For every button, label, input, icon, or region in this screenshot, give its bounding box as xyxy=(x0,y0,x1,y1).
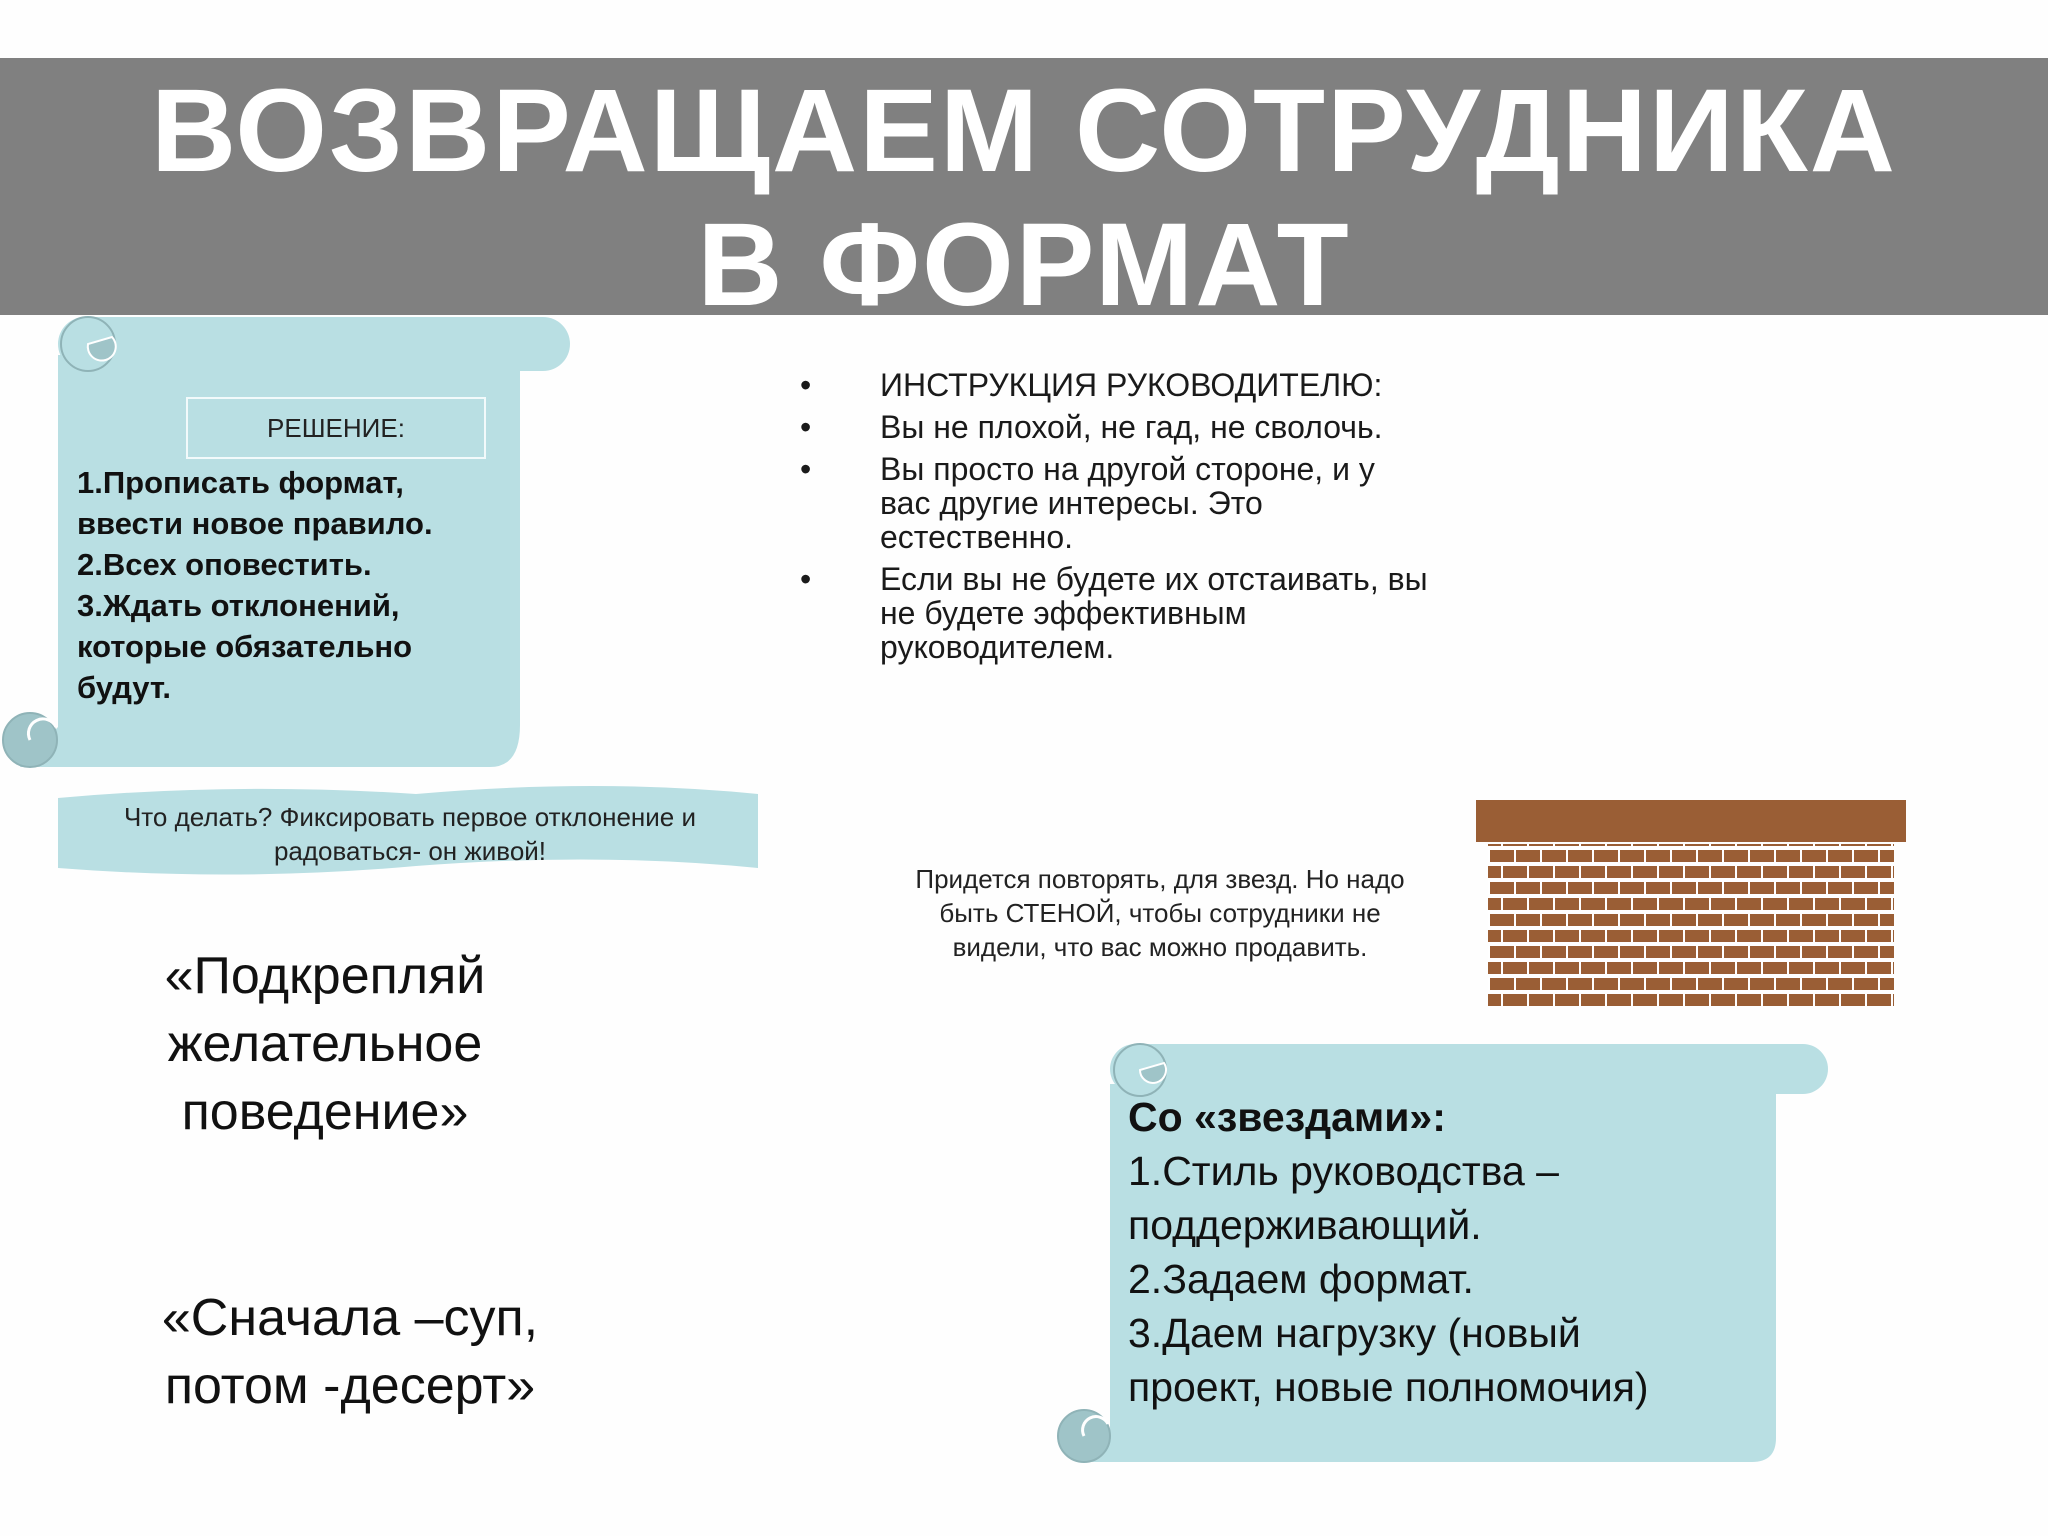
solution-text xyxy=(77,462,497,708)
instruction-item: • Вы просто на другой стороне, и у вас другие интересы. Это естественно. xyxy=(800,451,1375,555)
title-line-2: В ФОРМАТ xyxy=(697,199,1351,331)
solution-line: 2.Всех оповестить. xyxy=(77,547,372,582)
quote-reinforce xyxy=(100,942,550,1146)
stars-title: Со «звездами»: xyxy=(1128,1094,1446,1140)
ribbon-text xyxy=(70,800,750,868)
stars-line: поддерживающий. xyxy=(1128,1202,1482,1248)
quote-line: поведение» xyxy=(181,1083,469,1141)
quote-line: «Подкрепляй xyxy=(164,947,486,1005)
quote-line: потом -десерт» xyxy=(164,1357,536,1415)
ribbon-line-1: Что делать? Фиксировать первое отклонение и xyxy=(123,802,697,832)
instruction-item: • Вы не плохой, не гад, не сволочь. xyxy=(800,409,1383,445)
quote-soup-dessert xyxy=(110,1284,590,1420)
wall-caption-line: быть СТЕНОЙ, чтобы сотрудники не xyxy=(939,898,1381,928)
instruction-item: • Если вы не будете их отстаивать, вы не будете эффективным руководителем. xyxy=(800,561,1428,665)
stars-line: 1.Стиль руководства – xyxy=(1128,1148,1559,1194)
instruction-list xyxy=(800,368,1700,672)
solution-line: ввести новое правило. xyxy=(77,506,433,541)
solution-line: которые обязательно xyxy=(77,629,413,664)
stars-line: 3.Даем нагрузку (новый xyxy=(1128,1310,1581,1356)
stars-line: проект, новые полномочия) xyxy=(1128,1364,1649,1410)
bullet-icon: • xyxy=(800,451,812,487)
quote-line: «Сначала –суп, xyxy=(161,1289,539,1347)
instruction-item: • ИНСТРУКЦИЯ РУКОВОДИТЕЛЮ: xyxy=(800,367,1383,403)
stars-line: 2.Задаем формат. xyxy=(1128,1256,1474,1302)
wall-caption xyxy=(870,862,1450,964)
solution-label: РЕШЕНИЕ: xyxy=(186,397,486,459)
ribbon-line-2: радоваться- он живой! xyxy=(273,836,547,866)
title-line-1: ВОЗВРАЩАЕМ СОТРУДНИКА xyxy=(150,65,1898,197)
wall-caption-line: Придется повторять, для звезд. Но надо xyxy=(915,864,1405,894)
title-band xyxy=(0,58,2048,331)
bullet-icon: • xyxy=(800,367,812,403)
solution-line: 1.Прописать формат, xyxy=(77,465,404,500)
solution-line: 3.Ждать отклонений, xyxy=(77,588,400,623)
quote-line: желательное xyxy=(167,1015,483,1073)
bullet-icon: • xyxy=(800,561,812,597)
brick-wall-icon xyxy=(1476,800,1906,1012)
solution-line: будут. xyxy=(77,670,171,705)
stars-text xyxy=(1128,1090,1768,1414)
bullet-icon: • xyxy=(800,409,812,445)
wall-caption-line: видели, что вас можно продавить. xyxy=(952,932,1368,962)
